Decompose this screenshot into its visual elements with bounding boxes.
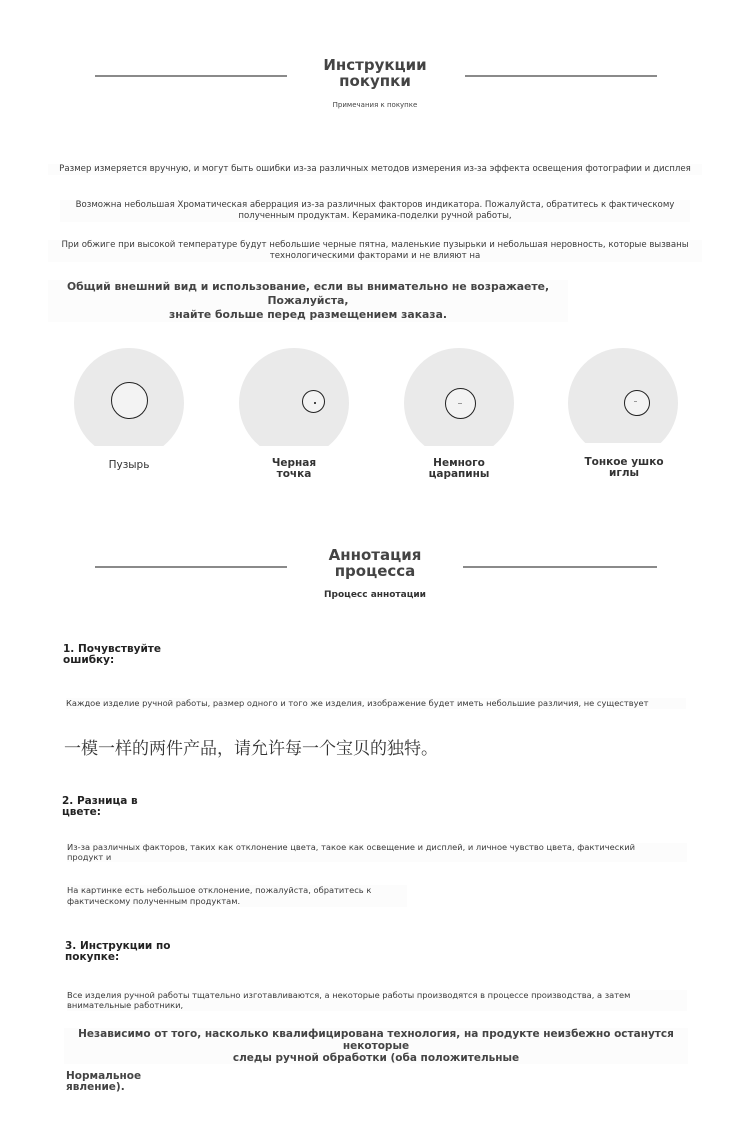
note-text xyxy=(66,1071,141,1093)
note-text xyxy=(67,843,687,862)
section-title-line2: покупки xyxy=(339,71,411,90)
note-heading xyxy=(62,796,138,818)
section-subtitle: Процесс аннотации xyxy=(323,590,426,600)
note-heading-line2: ошибку: xyxy=(63,654,115,667)
paragraph-chromatic-line2: полученным продуктам. Керамика-поделки ручной работы, xyxy=(238,211,512,222)
note-heading xyxy=(65,941,170,963)
defect-label-line2: иглы xyxy=(608,467,640,480)
pinhole-swatch xyxy=(568,348,678,458)
defect-label xyxy=(236,446,352,498)
note-heading-line1: 3. Инструкции по xyxy=(65,940,171,952)
note-heading-line2: покупке: xyxy=(65,951,120,964)
bubble-icon xyxy=(111,382,148,419)
paragraph-chromatic-line1: Возможна небольшая Хроматическая аберрация из-за различных факторов индикатора. Пожалуйста, обратитесь к фактическому xyxy=(75,200,675,210)
right-divider xyxy=(463,566,657,568)
paragraph-appearance-line1: Общий внешний вид и использование, если вы внимательно не возражаете, Пожалуйста, xyxy=(66,280,550,308)
black-dot-speck xyxy=(314,402,316,404)
pinhole-mark xyxy=(634,401,637,402)
note-heading-line1: 1. Почувствуйте xyxy=(63,643,162,655)
defect-label-line2: точка xyxy=(276,468,312,481)
paragraph-firing xyxy=(48,240,702,262)
note-text-line2: фактическому полученным продуктам. xyxy=(67,896,241,907)
note-text-line2: продукт и xyxy=(67,851,112,862)
note-heading-line1: 2. Разница в xyxy=(62,795,138,807)
section-title-line1: Аннотация xyxy=(328,546,422,564)
left-divider xyxy=(95,566,287,568)
defect-label xyxy=(400,446,518,496)
defect-label-line2: царапины xyxy=(428,468,490,481)
note-text-line2: явление). xyxy=(66,1081,125,1094)
scratch-mark xyxy=(458,403,462,404)
section-title xyxy=(300,58,450,90)
section-subtitle: Примечания к покупке xyxy=(332,101,418,109)
paragraph-appearance xyxy=(48,280,568,322)
defect-label xyxy=(70,446,188,500)
note-text-line2: следы ручной обработки (оба положительные xyxy=(232,1052,520,1065)
note-text xyxy=(67,990,687,1011)
paragraph-chromatic xyxy=(60,200,690,222)
paragraph-firing-line1: При обжиге при высокой температуре будут небольшие черные пятна, маленькие пузырьки и небольшая неровность, которые вызваны xyxy=(61,240,689,250)
note-text-line1: На картинке есть небольшое отклонение, пожалуйста, обратитесь к xyxy=(67,885,372,895)
note-text-line1: Все изделия ручной работы тщательно изготавливаются, а некоторые работы производятся в процессе производства, а затем xyxy=(67,990,631,1000)
section-title-line2: процесса xyxy=(334,561,416,580)
section-title xyxy=(300,548,450,580)
section-title-line1: Инструкции xyxy=(323,56,427,74)
defect-label xyxy=(565,443,683,497)
note-text xyxy=(67,885,407,907)
right-divider xyxy=(465,75,657,77)
paragraph-appearance-line2: знайте больше перед размещением заказа. xyxy=(169,308,447,322)
defect-label-line1: Тонкое ушко xyxy=(584,456,664,468)
paragraph-firing-line2: технологическими факторами и не влияют на xyxy=(269,251,481,262)
defect-label-line1: Пузырь xyxy=(108,459,150,471)
note-heading-line2: цвете: xyxy=(62,806,101,819)
note-text: Каждое изделие ручной работы, размер одного и того же изделия, изображение будет иметь небольшие различия, не существует xyxy=(66,698,686,709)
note-text xyxy=(64,1028,688,1064)
note-text-line1: Нормальное xyxy=(66,1070,142,1082)
note-chinese-text: 一模一样的两件产品，请允许每一个宝贝的独特。 xyxy=(64,739,438,759)
pinhole-icon xyxy=(624,390,650,416)
defect-label-line1: Черная xyxy=(271,457,317,469)
note-text-line1: Из-за различных факторов, таких как отклонение цвета, такое как освещение и дисплей, и личное чувство цвета, фактический xyxy=(67,842,636,852)
note-heading xyxy=(63,644,161,666)
note-text-line2: внимательные работники, xyxy=(67,1000,184,1011)
note-text-line1: Независимо от того, насколько квалифицирована технология, на продукте неизбежно останутся некоторые xyxy=(78,1028,674,1053)
left-divider xyxy=(95,75,287,77)
paragraph-measurement: Размер измеряется вручную, и могут быть ошибки из-за различных методов измерения из-за эффекта освещения фотографии и дисплея xyxy=(48,164,702,175)
black-dot-swatch xyxy=(239,348,349,458)
defect-label-line1: Немного xyxy=(433,457,485,469)
